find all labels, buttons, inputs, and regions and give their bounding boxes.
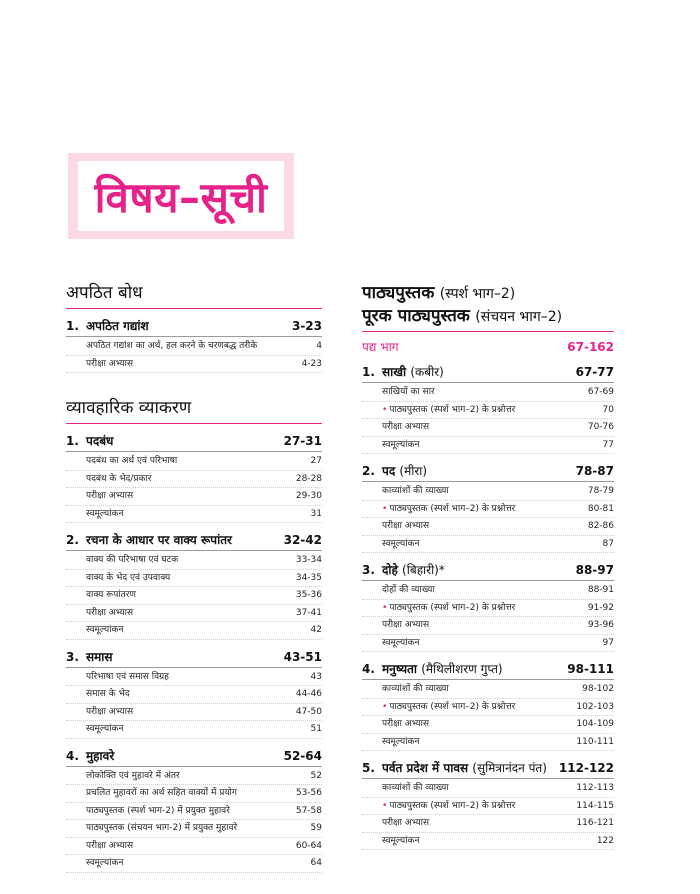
list-item: [66, 838, 322, 856]
list-item: [66, 587, 322, 605]
bullet-icon: •: [382, 800, 388, 811]
chapter-title: मनुष्यता: [382, 662, 418, 676]
chapter-row: [362, 462, 614, 479]
item-title-group: [382, 617, 429, 634]
chapter-title: पर्वत प्रदेश में पावस: [382, 761, 469, 775]
item-pages: 70: [602, 404, 614, 415]
list-item: [66, 721, 322, 739]
item-title: पाठ्यपुस्तक (स्पर्श भाग–2) के प्रश्नोत्तर: [389, 404, 516, 415]
list-item: [362, 716, 614, 734]
chapter-row: [362, 561, 614, 578]
item-title: काव्यांशों की व्याख्या: [382, 783, 449, 793]
list-item: [66, 356, 322, 374]
list-item: [66, 803, 322, 821]
chapter-rule: [66, 336, 322, 337]
item-title: वाक्य की परिभाषा एवं घटक: [86, 555, 179, 565]
list-item: [66, 669, 322, 687]
chapter-title-group: [362, 363, 576, 380]
list-item: [66, 785, 322, 803]
item-title-group: [382, 384, 435, 401]
item-pages: 52: [310, 770, 322, 781]
item-title-group: [382, 483, 449, 500]
right-title-rule: [362, 331, 614, 332]
section: [66, 395, 322, 873]
chapter-author: (मीरा): [399, 464, 428, 478]
bullet-icon: •: [382, 602, 388, 613]
item-pages: 33-34: [295, 555, 322, 565]
chapter-title: समास: [86, 649, 113, 664]
chapter-pages: 52-64: [283, 748, 322, 763]
item-pages: 60-64: [295, 840, 322, 851]
chapter-row: [66, 432, 322, 449]
chapter-number: 4.: [66, 748, 79, 763]
chapter-rule: [362, 580, 614, 581]
list-item: [66, 453, 322, 471]
chapter-rule: [66, 550, 322, 551]
chapter-author: (मैथिलीशरण गुप्त): [421, 662, 503, 676]
chapter-author: (बिहारी)*: [402, 563, 445, 577]
item-title: काव्यांशों की व्याख्या: [382, 684, 449, 694]
list-item: [362, 833, 614, 851]
chapter-pages: 112-122: [558, 761, 614, 775]
item-title: परीक्षा अभ्यास: [86, 491, 134, 501]
bullet-icon: •: [382, 503, 388, 514]
item-title: परिभाषा एवं समास विग्रह: [86, 671, 169, 682]
item-title-group: [382, 681, 449, 698]
list-item: [66, 855, 322, 873]
item-title: परीक्षा अभ्यास: [86, 840, 134, 851]
item-pages: 112-113: [576, 783, 614, 793]
chapter-rule: [362, 382, 614, 383]
chapter-row: [362, 660, 614, 677]
item-pages: 87: [602, 538, 614, 549]
section-title: अपठित बोध: [66, 283, 143, 303]
item-pages: 34-35: [295, 572, 322, 583]
list-item: [66, 471, 322, 489]
chapter-title: अपठित गद्यांश: [86, 319, 149, 333]
part-title: पद्य भाग: [362, 340, 399, 354]
chapter-row: [66, 747, 322, 764]
chapter-row: [362, 759, 614, 776]
item-title: स्वमूल्यांकन: [382, 736, 420, 747]
item-pages: 4: [316, 341, 322, 351]
item-title-group: [382, 518, 429, 535]
list-item: [362, 483, 614, 501]
chapter-title-group: [66, 747, 284, 764]
list-item: [362, 501, 614, 519]
chapter-title: दोहे: [382, 563, 398, 577]
item-title: स्वमूल्यांकन: [86, 508, 124, 519]
list-item: [66, 820, 322, 838]
list-item: [362, 536, 614, 554]
chapter-title-group: [66, 648, 284, 665]
chapter-title-group: [362, 462, 576, 479]
chapter-number: 2.: [66, 533, 79, 547]
item-pages: 51: [310, 724, 322, 734]
item-title: परीक्षा अभ्यास: [382, 719, 430, 729]
item-pages: 53-56: [295, 788, 322, 798]
list-item: [362, 734, 614, 752]
item-title: परीक्षा अभ्यास: [382, 620, 430, 630]
list-item: [66, 570, 322, 588]
item-pages: 31: [310, 508, 322, 519]
item-title-group: [382, 582, 435, 599]
item-title-group: [382, 699, 515, 716]
section-rule: [66, 308, 322, 309]
chapter-pages: 98-111: [567, 662, 614, 676]
item-pages: 27: [310, 456, 322, 466]
item-title: पदबंध का अर्थ एवं परिभाषा: [86, 456, 178, 466]
chapter-number: 3.: [362, 563, 375, 577]
item-title: परीक्षा अभ्यास: [86, 706, 134, 717]
chapter-pages: 43-51: [283, 649, 322, 664]
item-title: परीक्षा अभ्यास: [382, 521, 430, 531]
section-title: व्यावहारिक व्याकरण: [66, 398, 192, 418]
list-item: [362, 635, 614, 653]
chapter-pages: 27-31: [283, 434, 322, 448]
chapter-title-group: [66, 317, 292, 334]
list-item: [66, 605, 322, 623]
item-title: स्वमूल्यांकन: [86, 858, 124, 868]
chapter-row: [66, 531, 322, 548]
item-title-group: [382, 734, 419, 751]
item-title: स्वमूल्यांकन: [86, 625, 124, 635]
section-rule: [66, 423, 322, 424]
item-title: पाठ्यपुस्तक (संचयन भाग-2) में प्रयुक्त मुहावरे: [86, 823, 238, 833]
right-title-1: [362, 280, 614, 303]
list-item: [66, 704, 322, 722]
chapter-rule: [66, 766, 322, 767]
list-item: [362, 681, 614, 699]
item-title: काव्यांशों की व्याख्या: [382, 486, 449, 496]
item-pages: 47-50: [295, 706, 322, 717]
item-pages: 122: [596, 835, 614, 846]
list-item: [362, 600, 614, 618]
right-title-2-sub: (संचयन भाग–2): [475, 309, 563, 325]
list-item: [362, 437, 614, 455]
list-item: [362, 617, 614, 635]
left-column: [66, 280, 322, 873]
part-header: [362, 338, 614, 355]
item-title: स्वमूल्यांकन: [382, 439, 420, 450]
chapter-author: (सुमित्रानंदन पंत): [472, 761, 547, 775]
chapter-title-group: [66, 531, 284, 548]
list-item: [362, 798, 614, 816]
chapter-pages: 78-87: [575, 464, 614, 478]
item-title-group: [382, 536, 419, 553]
chapter-title: मुहावरे: [86, 748, 115, 763]
chapter-number: 1.: [66, 434, 79, 448]
list-item: [66, 768, 322, 786]
item-title: वाक्य के भेद एवं उपवाक्य: [86, 572, 171, 583]
item-title-group: [382, 716, 429, 733]
item-pages: 116-121: [576, 818, 614, 828]
item-title: परीक्षा अभ्यास: [86, 358, 134, 369]
item-title: पदबंध के भेद/प्रकार: [86, 473, 152, 484]
item-pages: 29-30: [295, 491, 322, 501]
chapter-row: [66, 317, 322, 334]
item-title: पाठ्यपुस्तक (स्पर्श भाग–2) के प्रश्नोत्तर: [389, 800, 516, 811]
chapter-number: 1.: [66, 319, 79, 333]
right-title-2: [362, 303, 614, 326]
item-title: वाक्य रूपांतरण: [86, 590, 136, 600]
item-pages: 78-79: [587, 486, 614, 496]
item-title-group: [382, 833, 419, 850]
right-title-1-bold: पाठ्यपुस्तक: [362, 283, 435, 303]
list-item: [66, 506, 322, 524]
item-pages: 37-41: [295, 607, 322, 618]
item-title-group: [382, 815, 429, 832]
chapter-number: 2.: [362, 464, 375, 478]
chapter-rule: [362, 481, 614, 482]
chapter-title: रचना के आधार पर वाक्य रूपांतर: [86, 533, 232, 547]
item-title: परीक्षा अभ्यास: [382, 818, 430, 828]
list-item: [362, 419, 614, 437]
item-title: स्वमूल्यांकन: [382, 835, 420, 846]
chapter-rule: [362, 778, 614, 779]
item-title: स्वमूल्यांकन: [86, 724, 124, 734]
section: [66, 280, 322, 373]
bullet-icon: •: [382, 701, 388, 712]
list-item: [362, 582, 614, 600]
item-pages: 43: [310, 671, 322, 682]
item-pages: 64: [310, 858, 322, 868]
item-pages: 98-102: [582, 684, 614, 694]
list-item: [362, 518, 614, 536]
item-pages: 88-91: [587, 585, 614, 595]
chapter-title-group: [362, 561, 576, 578]
right-title-2-bold: पूरक पाठ्यपुस्तक: [362, 306, 470, 326]
chapter-pages: 3-23: [291, 319, 322, 333]
item-title: पाठ्यपुस्तक (स्पर्श भाग–2) के प्रश्नोत्तर: [389, 701, 516, 712]
chapter-number: 4.: [362, 662, 375, 676]
item-pages: 35-36: [295, 590, 322, 600]
item-pages: 42: [310, 625, 322, 635]
list-item: [66, 686, 322, 704]
page-title: विषय–सूची: [94, 172, 268, 222]
title-panel: [78, 161, 284, 231]
chapter-title-group: [362, 660, 567, 677]
right-chapter-list: [362, 363, 614, 850]
item-pages: 93-96: [587, 620, 614, 630]
list-item: [66, 552, 322, 570]
item-title: समास के भेद: [86, 689, 130, 699]
item-title: पाठ्यपुस्तक (स्पर्श भाग-2) में प्रयुक्त मुहावरे: [86, 805, 230, 816]
chapter-title-group: [362, 759, 559, 776]
item-pages: 70-76: [587, 422, 614, 432]
chapter-pages: 32-42: [283, 533, 322, 547]
chapter-title: पदबंध: [86, 434, 114, 448]
item-pages: 28-28: [295, 473, 322, 484]
right-title-1-sub: (स्पर्श भाग–2): [439, 286, 516, 302]
item-title: प्रचलित मुहावरों का अर्थ सहित वाक्यों में प्रयोग: [86, 788, 237, 798]
item-pages: 67-69: [587, 387, 614, 397]
item-title: स्वमूल्यांकन: [382, 538, 420, 549]
item-title: स्वमूल्यांकन: [382, 637, 420, 648]
list-item: [66, 338, 322, 356]
bullet-icon: •: [382, 404, 388, 415]
item-pages: 82-86: [587, 521, 614, 531]
list-item: [362, 384, 614, 402]
item-pages: 57-58: [295, 805, 322, 816]
item-pages: 59: [310, 823, 322, 833]
item-title-group: [382, 600, 515, 617]
chapter-pages: 88-97: [575, 563, 614, 577]
list-item: [362, 780, 614, 798]
chapter-number: 1.: [362, 365, 375, 379]
item-title: अपठित गद्यांश का अर्थ, हल करने के चरणबद्ध तरीके: [86, 341, 258, 351]
item-title: लोकोक्ति एवं मुहावरे में अंतर: [86, 770, 180, 781]
item-title-group: [382, 780, 449, 797]
part-pages: 67-162: [567, 340, 614, 354]
chapter-rule: [362, 679, 614, 680]
chapter-title-group: [66, 432, 284, 449]
item-title: दोहों की व्याख्या: [382, 585, 435, 595]
item-title-group: [382, 635, 419, 652]
list-item: [362, 815, 614, 833]
item-title-group: [382, 419, 429, 436]
chapter-rule: [66, 451, 322, 452]
item-title: परीक्षा अभ्यास: [382, 422, 430, 432]
item-title-group: [382, 402, 515, 419]
item-pages: 80-81: [587, 503, 614, 514]
chapter-row: [362, 363, 614, 380]
chapter-row: [66, 648, 322, 665]
item-title: साखियों का सार: [382, 387, 435, 397]
item-pages: 91-92: [587, 602, 614, 613]
item-title: पाठ्यपुस्तक (स्पर्श भाग–2) के प्रश्नोत्तर: [389, 503, 516, 514]
item-title: परीक्षा अभ्यास: [86, 607, 134, 618]
chapter-pages: 67-77: [575, 365, 614, 379]
list-item: [66, 488, 322, 506]
chapter-title: साखी: [382, 365, 407, 379]
list-item: [66, 622, 322, 640]
item-title: पाठ्यपुस्तक (स्पर्श भाग–2) के प्रश्नोत्तर: [389, 602, 516, 613]
item-pages: 77: [602, 439, 614, 450]
item-pages: 4-23: [301, 358, 322, 369]
item-pages: 97: [602, 637, 614, 648]
chapter-number: 3.: [66, 649, 79, 664]
list-item: [362, 402, 614, 420]
item-title-group: [382, 798, 515, 815]
item-pages: 110-111: [576, 736, 614, 747]
item-pages: 102-103: [576, 701, 614, 712]
item-pages: 104-109: [576, 719, 614, 729]
chapter-number: 5.: [362, 761, 375, 775]
item-title-group: [382, 437, 419, 454]
item-pages: 44-46: [295, 689, 322, 699]
chapter-author: (कबीर): [410, 365, 444, 379]
item-title-group: [382, 501, 515, 518]
item-pages: 114-115: [576, 800, 614, 811]
chapter-rule: [66, 667, 322, 668]
right-column: [362, 280, 614, 850]
chapter-title: पद: [382, 464, 396, 478]
list-item: [362, 699, 614, 717]
